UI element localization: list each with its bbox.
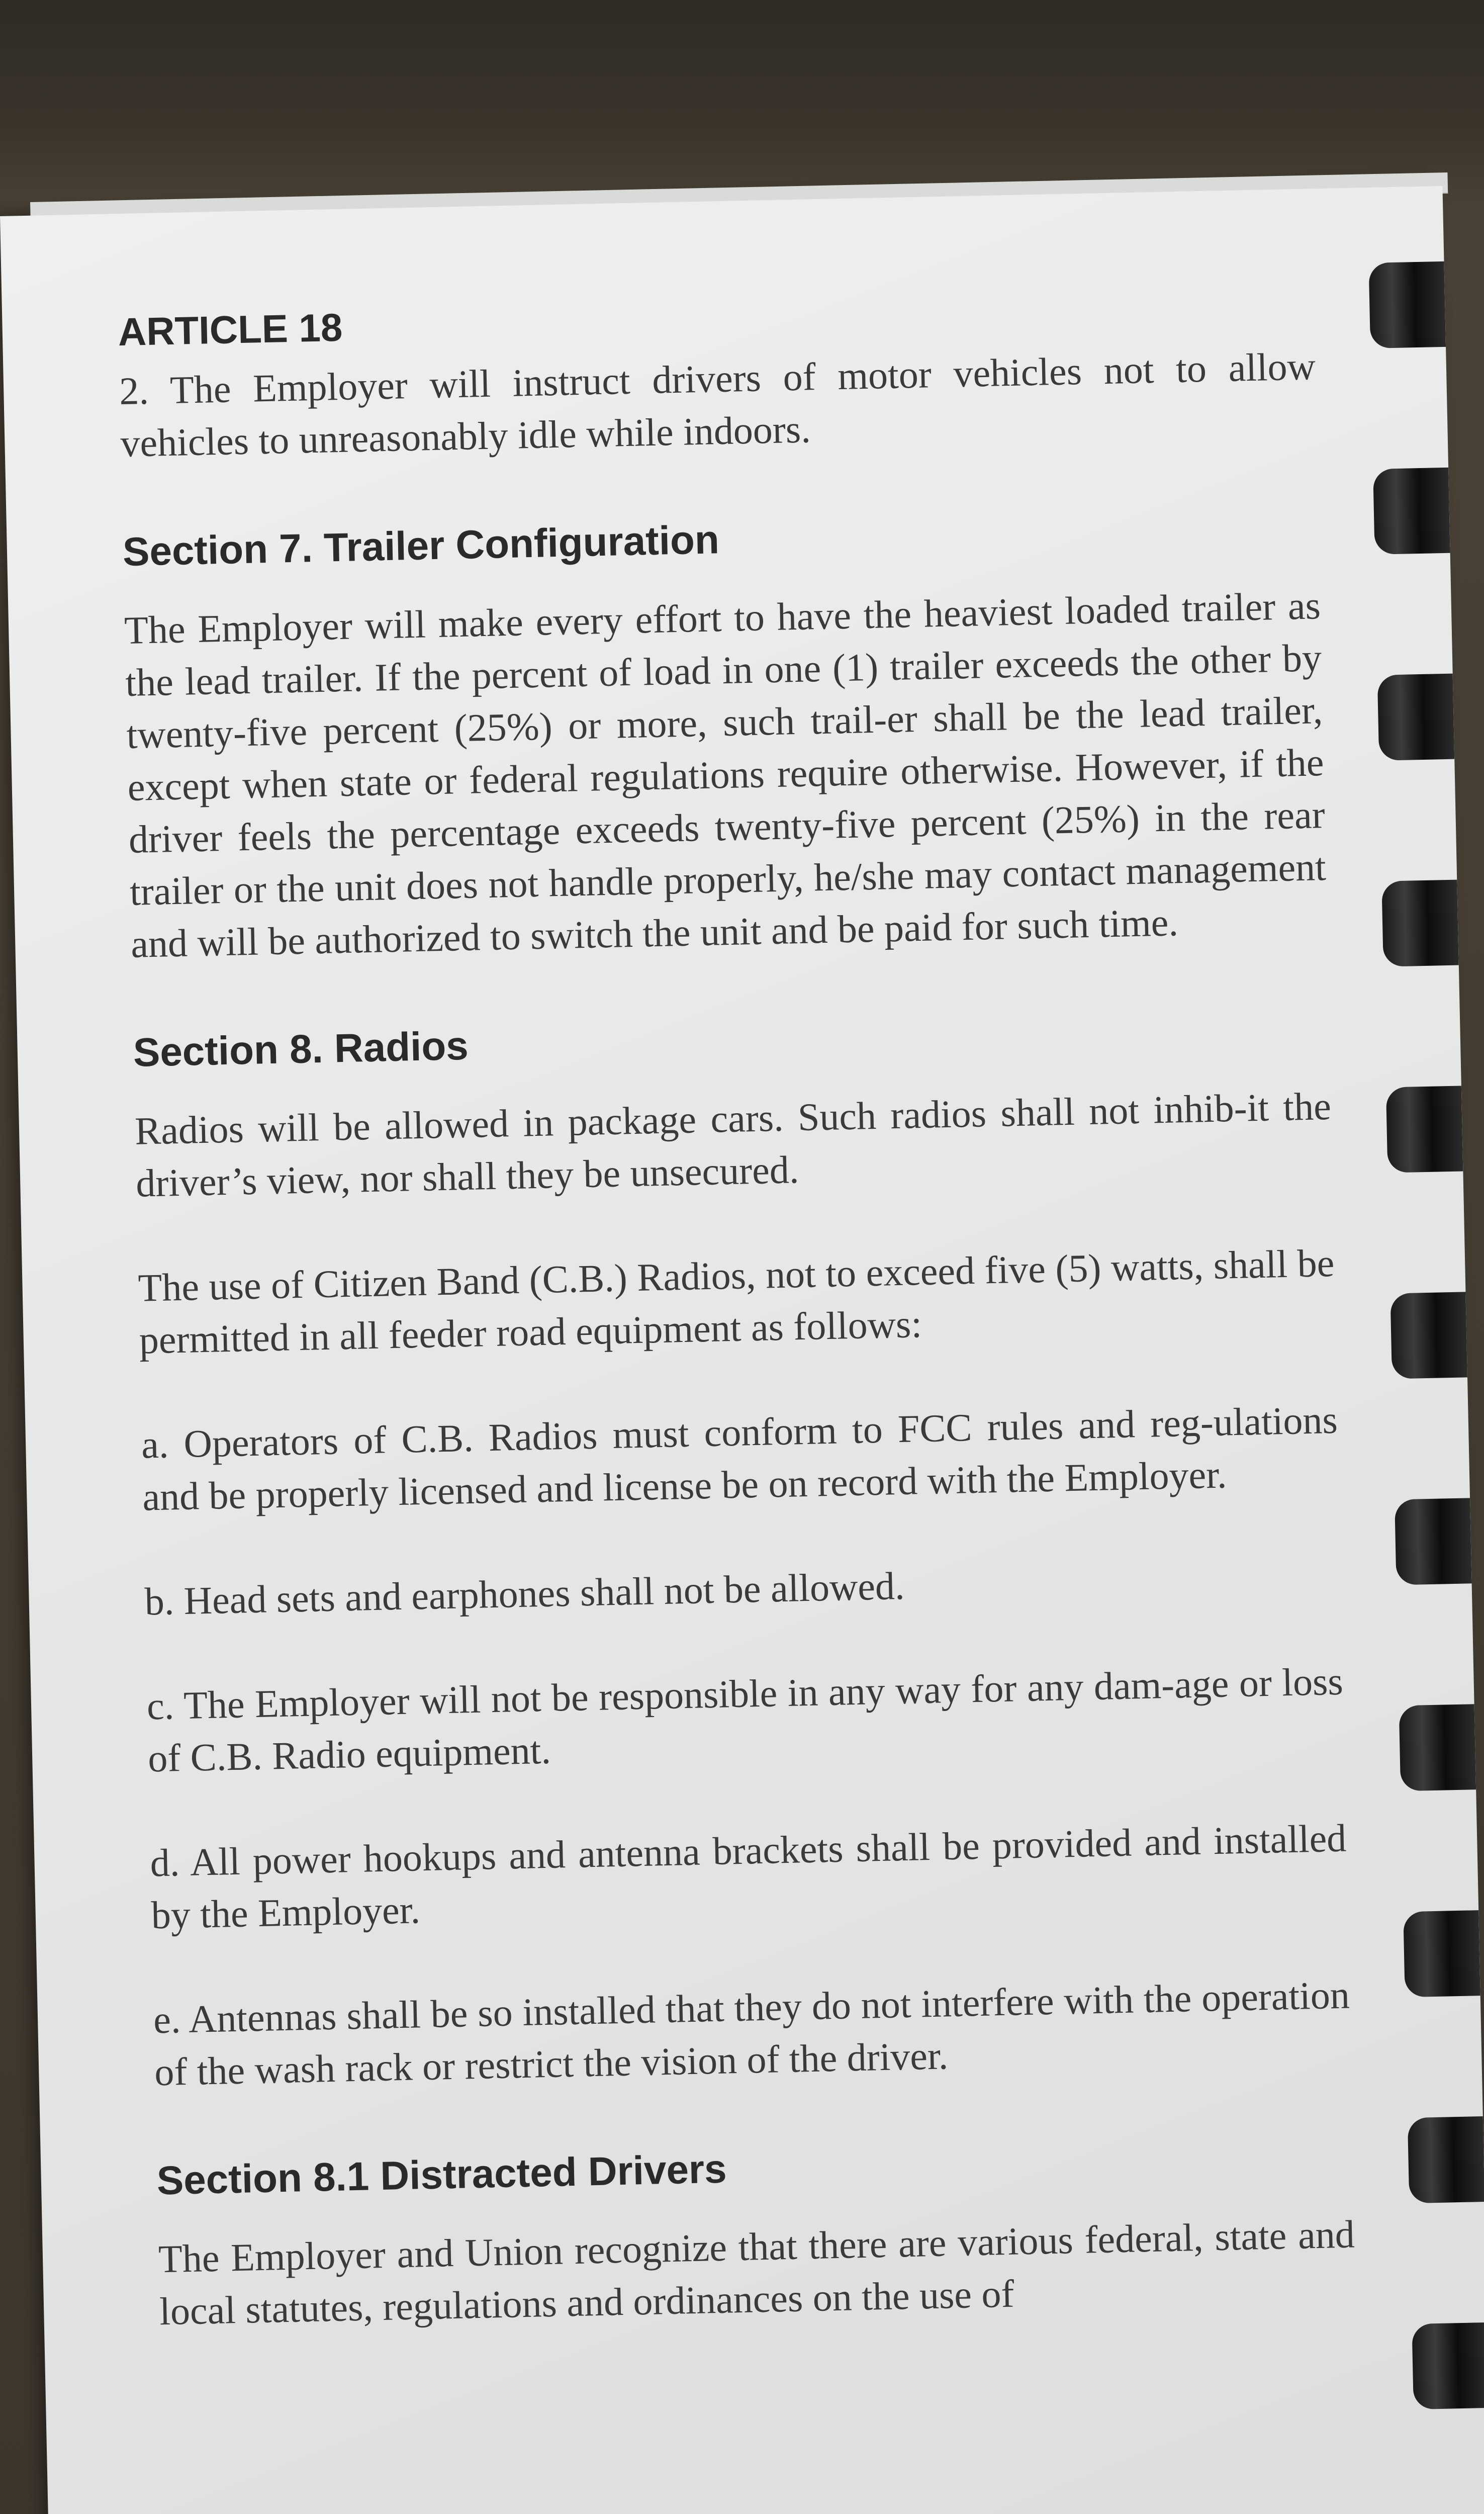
section-8-1-paragraph: The Employer and Union recognize that there are various federal, state and local statutes, regulations and ordinances on the use of	[158, 2212, 1355, 2333]
binding-coil	[1373, 468, 1450, 555]
intro-paragraph: 2. The Employer will instruct drivers of motor vehicles not to allow vehicles to unreasonably idle while indoors.	[119, 344, 1316, 466]
binding-coil	[1399, 1704, 1476, 1791]
section-7-paragraph: The Employer will make every effort to have the heaviest loaded trailer as the lead trailer. If the percent of load in one (1) trailer exceeds the other by twenty-five percent (25%) or more, such trail-er shall be the lead trailer, except when state or federal regulations require otherwise. However, if the driver feels the percentage exceeds twenty-five percent (25%) in the rear trailer or the unit does not handle properly, he/she may contact management and will be authorized to switch the unit and be paid for such time.	[124, 583, 1327, 966]
section-8-heading: Section 8. Radios	[132, 1023, 469, 1075]
section-8-item-b: b. Head sets and earphones shall not be allowed.	[144, 1563, 905, 1624]
binding-coil	[1408, 2116, 1484, 2203]
binding-coil	[1369, 261, 1446, 348]
section-7-heading: Section 7. Trailer Configuration	[122, 517, 720, 575]
binding-coil	[1395, 1498, 1472, 1585]
section-8-item-a: a. Operators of C.B. Radios must conform to FCC rules and reg-ulations and be properly licensed and license be on record with the Employer.	[141, 1397, 1338, 1519]
binding-coil	[1403, 1910, 1480, 1997]
document-page	[0, 186, 1484, 2514]
section-8-paragraph-2: The use of Citizen Band (C.B.) Radios, not to exceed five (5) watts, shall be permitted in all feeder road equipment as follows:	[137, 1240, 1335, 1362]
section-8-1-heading: Section 8.1 Distracted Drivers	[156, 2146, 727, 2203]
binding-coil	[1412, 2322, 1484, 2409]
section-8-item-e: e. Antennas shall be so installed that they do not interfere with the operation of the wash rack or restrict the vision of the driver.	[153, 1972, 1350, 2094]
binding-coil	[1386, 1086, 1463, 1173]
binding-coil	[1390, 1292, 1467, 1379]
binding-coil	[1381, 880, 1459, 967]
spiral-binding	[1347, 186, 1484, 2514]
binding-coil	[1377, 674, 1455, 761]
page-content	[118, 284, 1356, 2338]
section-8-paragraph-1: Radios will be allowed in package cars. Such radios shall not inhib-it the driver’s view, nor shall they be unsecured.	[134, 1084, 1332, 1205]
article-heading: ARTICLE 18	[117, 305, 343, 354]
section-8-item-d: d. All power hookups and antenna brackets shall be provided and installed by the Employer.	[149, 1816, 1347, 1937]
section-8-item-c: c. The Employer will not be responsible in any way for any dam-age or loss of C.B. Radio equipment.	[146, 1659, 1344, 1780]
